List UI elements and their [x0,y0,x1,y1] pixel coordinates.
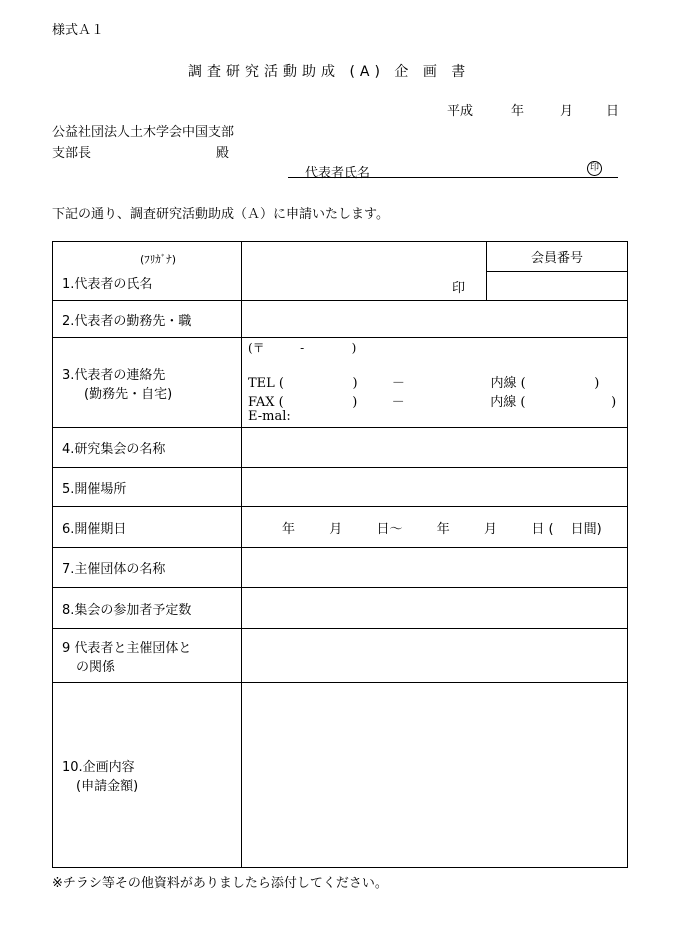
row10-label-cell [53,683,242,868]
relationship-field[interactable] [242,629,628,683]
plan-content-field[interactable] [242,683,628,868]
postal-code-line[interactable]: (〒 - ) [248,341,357,355]
participant-count-field[interactable] [242,588,628,629]
date-year: 年 [511,104,525,119]
row1-label-cell [53,242,242,301]
document-title: 調査研究活動助成 (A) 企 画 書 [188,64,471,80]
email-line[interactable]: E-mal: [248,409,291,424]
row4-label: 4.研究集会の名称 [53,428,242,468]
furigana-label: (ﾌﾘｶﾞﾅ) [140,252,177,266]
form-id: 様式Ａ１ [52,23,105,38]
row6-label: 6.開催期日 [53,507,242,548]
row3-label-cell [53,338,242,428]
recipient-title: 支部長 [52,146,92,161]
recipient-org: 公益社団法人土木学会中国支部 [52,125,235,140]
member-number-field[interactable] [487,272,628,301]
row9-label-cell [53,629,242,683]
row8-label: 8.集会の参加者予定数 [53,588,242,629]
row1-label: 1.代表者の氏名 [62,276,153,292]
application-form-table [52,241,628,868]
row10-label: 10.企画内容 [62,760,135,775]
row9-label-line2: の関係 [76,659,116,675]
representative-signature-line[interactable] [288,177,618,178]
row7-label: 7.主催団体の名称 [53,548,242,588]
footnote: ※チラシ等その他資料がありましたら添付してください。 [52,876,388,891]
member-number-label: 会員番号 [487,242,628,272]
row2-label: 2.代表者の勤務先・職 [53,301,242,338]
recipient-honorific: 殿 [216,146,230,161]
row5-label: 5.開催場所 [53,468,242,507]
meeting-name-field[interactable] [242,428,628,468]
meeting-dates-text: 年 月 日～ 年 月 日 ( 日間) [282,521,602,537]
row3-label: 3.代表者の連絡先 [62,367,166,383]
representative-label: 代表者氏名 [305,166,371,181]
contact-field[interactable] [242,338,628,428]
row10-sublabel: (申請金額) [76,779,139,794]
meeting-dates-field[interactable] [242,507,628,548]
venue-field[interactable] [242,468,628,507]
tel-line[interactable]: TEL ( ) － 内線 ( ) [248,376,600,391]
seal-mark: 印 [587,161,602,176]
organizer-name-field[interactable] [242,548,628,588]
rep-name-field[interactable] [242,242,487,301]
intro-text: 下記の通り、調査研究活動助成（Ａ）に申請いたします。 [52,207,389,222]
row1-seal: 印 [452,281,466,296]
row3-sublabel: (勤務先・自宅) [84,386,173,402]
row9-label-line1: 9 代表者と主催団体と [62,640,192,656]
workplace-field[interactable] [242,301,628,338]
date-month: 月 [560,104,574,119]
date-era: 平成 [447,104,474,119]
date-day: 日 [606,104,620,119]
fax-line[interactable]: FAX ( ) － 内線 ( ) [248,395,617,410]
